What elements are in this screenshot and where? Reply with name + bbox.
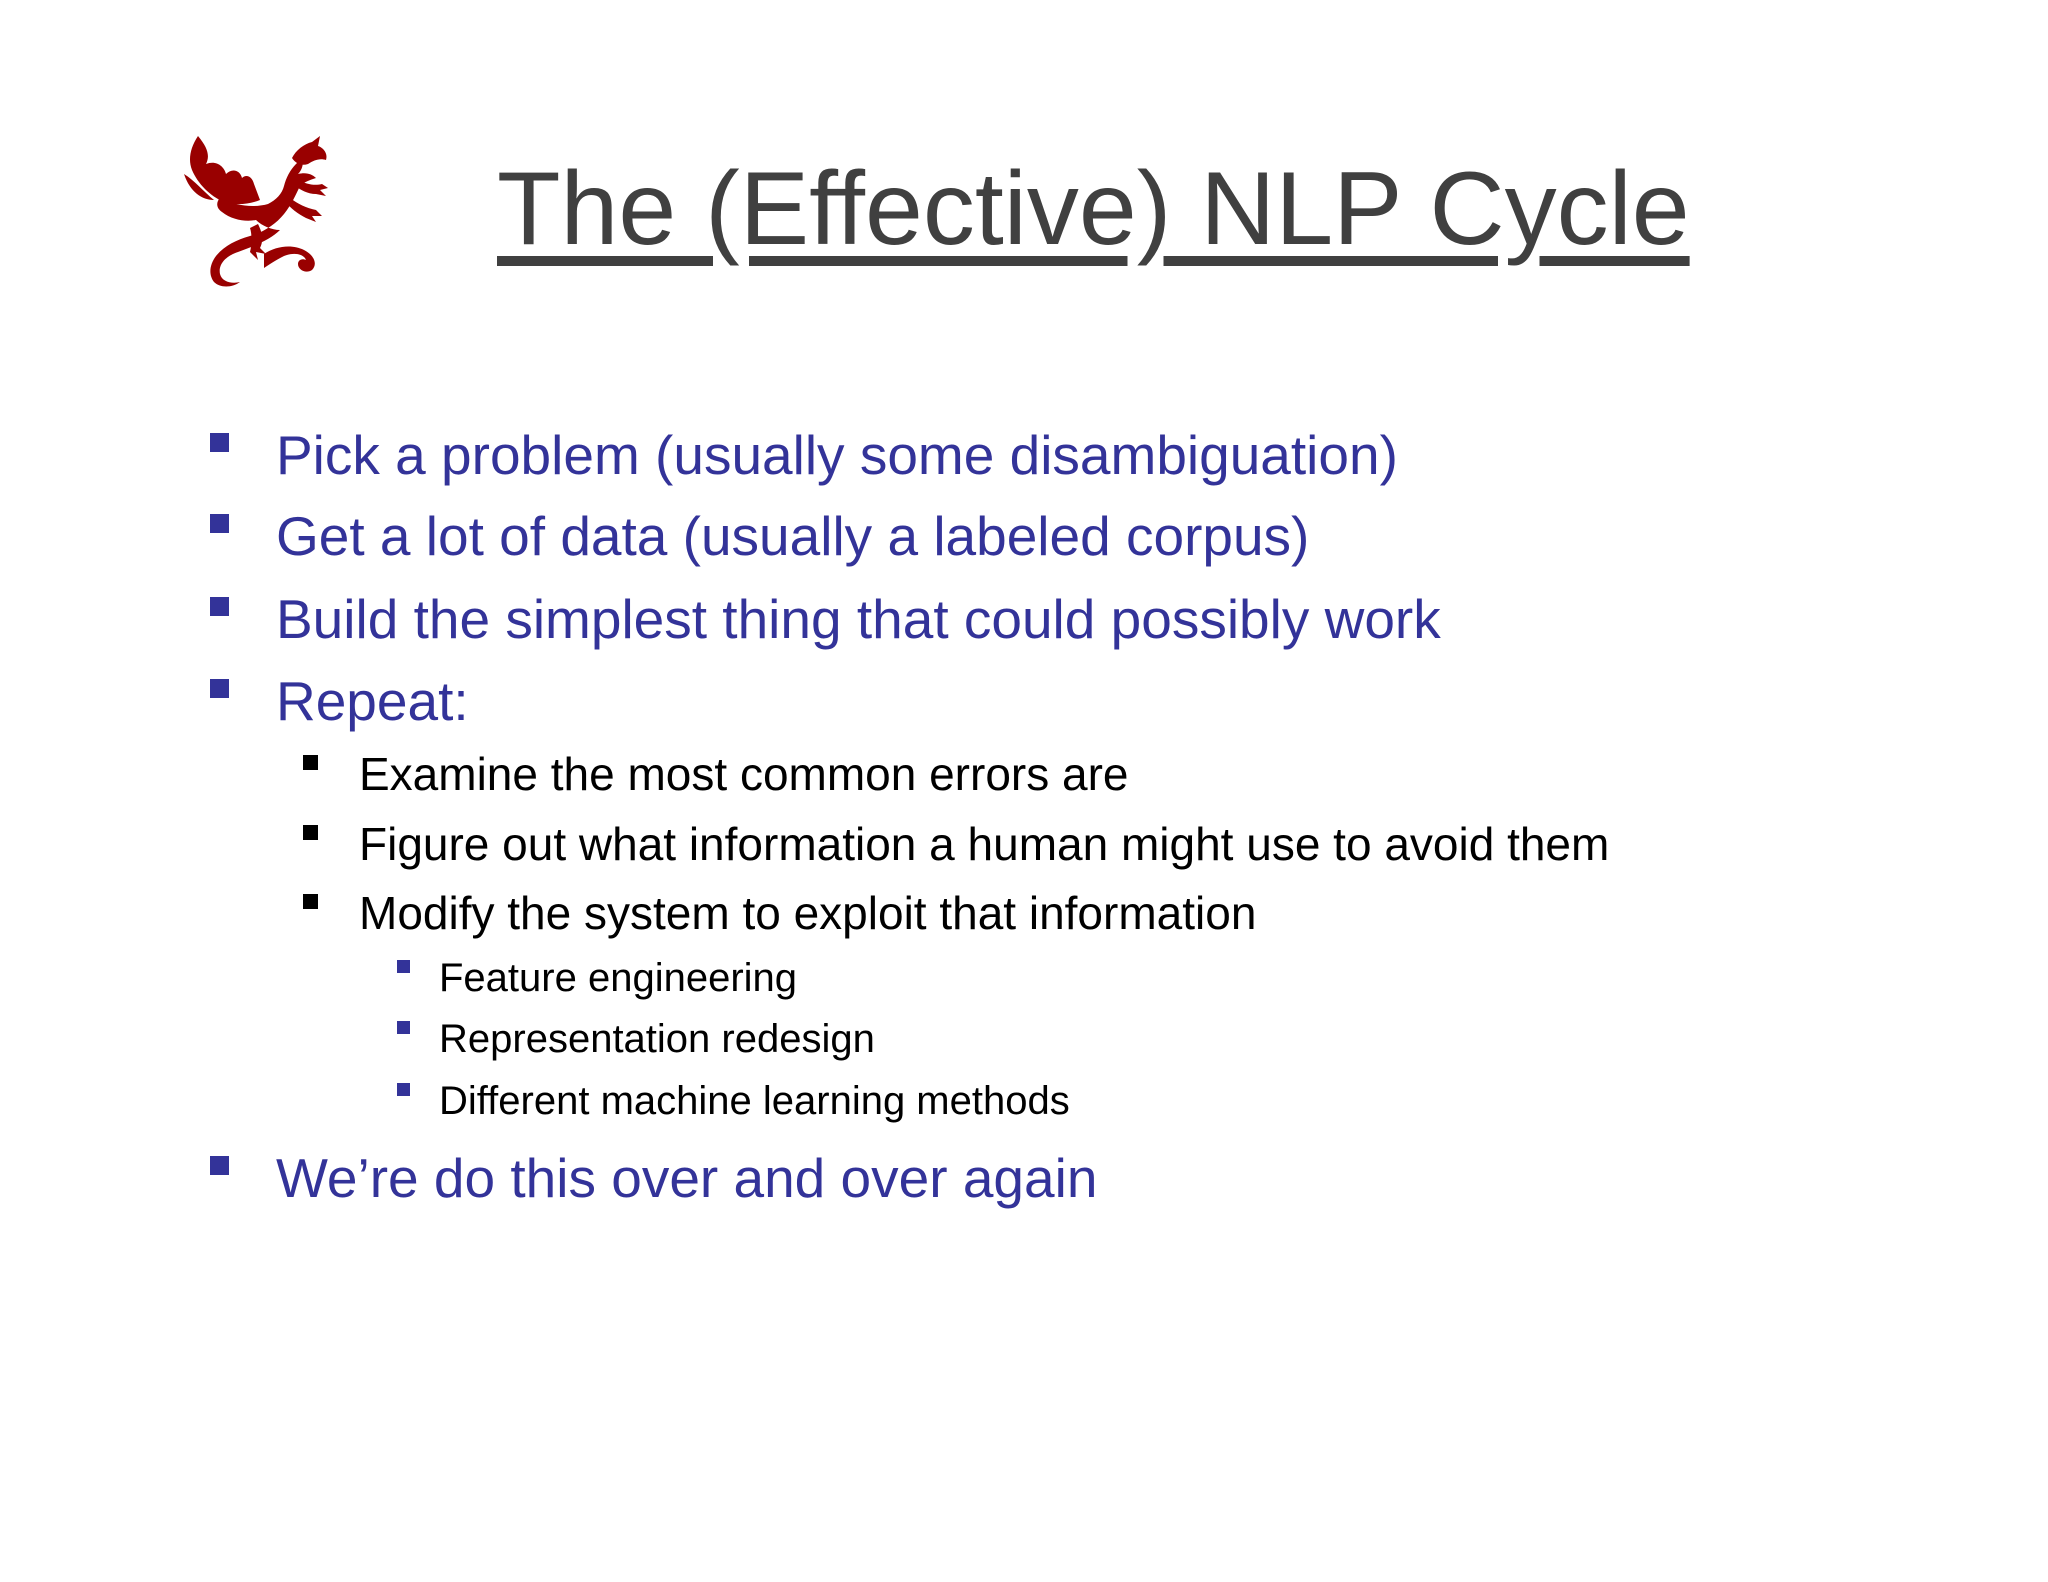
- square-bullet-icon: [210, 433, 229, 452]
- sub-bullet-text: Examine the most common errors are: [359, 748, 1129, 800]
- square-bullet-icon: [397, 1021, 410, 1034]
- square-bullet-icon: [397, 1083, 410, 1096]
- sub-bullet-text: Figure out what information a human might use to avoid them: [359, 818, 1610, 870]
- bullet-text: Pick a problem (usually some disambiguation): [276, 424, 1398, 486]
- square-bullet-icon: [210, 514, 229, 533]
- bullet-text: We’re do this over and over again: [276, 1147, 1098, 1209]
- square-bullet-icon: [303, 825, 318, 840]
- sub-sub-bullet-text: Feature engineering: [439, 956, 798, 1000]
- square-bullet-icon: [303, 755, 318, 770]
- bullet-text: Repeat:: [276, 670, 469, 732]
- sub-sub-bullet-text: Different machine learning methods: [439, 1079, 1070, 1123]
- red-dragon-icon: [180, 134, 332, 290]
- bullet-text: Get a lot of data (usually a labeled corpus): [276, 505, 1310, 567]
- slide-title: The (Effective) NLP Cycle: [497, 151, 1690, 267]
- square-bullet-icon: [303, 894, 318, 909]
- square-bullet-icon: [210, 1156, 229, 1175]
- square-bullet-icon: [397, 960, 410, 973]
- square-bullet-icon: [210, 679, 229, 698]
- sub-sub-bullet-text: Representation redesign: [439, 1017, 875, 1061]
- bullet-text: Build the simplest thing that could possibly work: [276, 588, 1441, 650]
- sub-bullet-text: Modify the system to exploit that information: [359, 887, 1257, 939]
- square-bullet-icon: [210, 597, 229, 616]
